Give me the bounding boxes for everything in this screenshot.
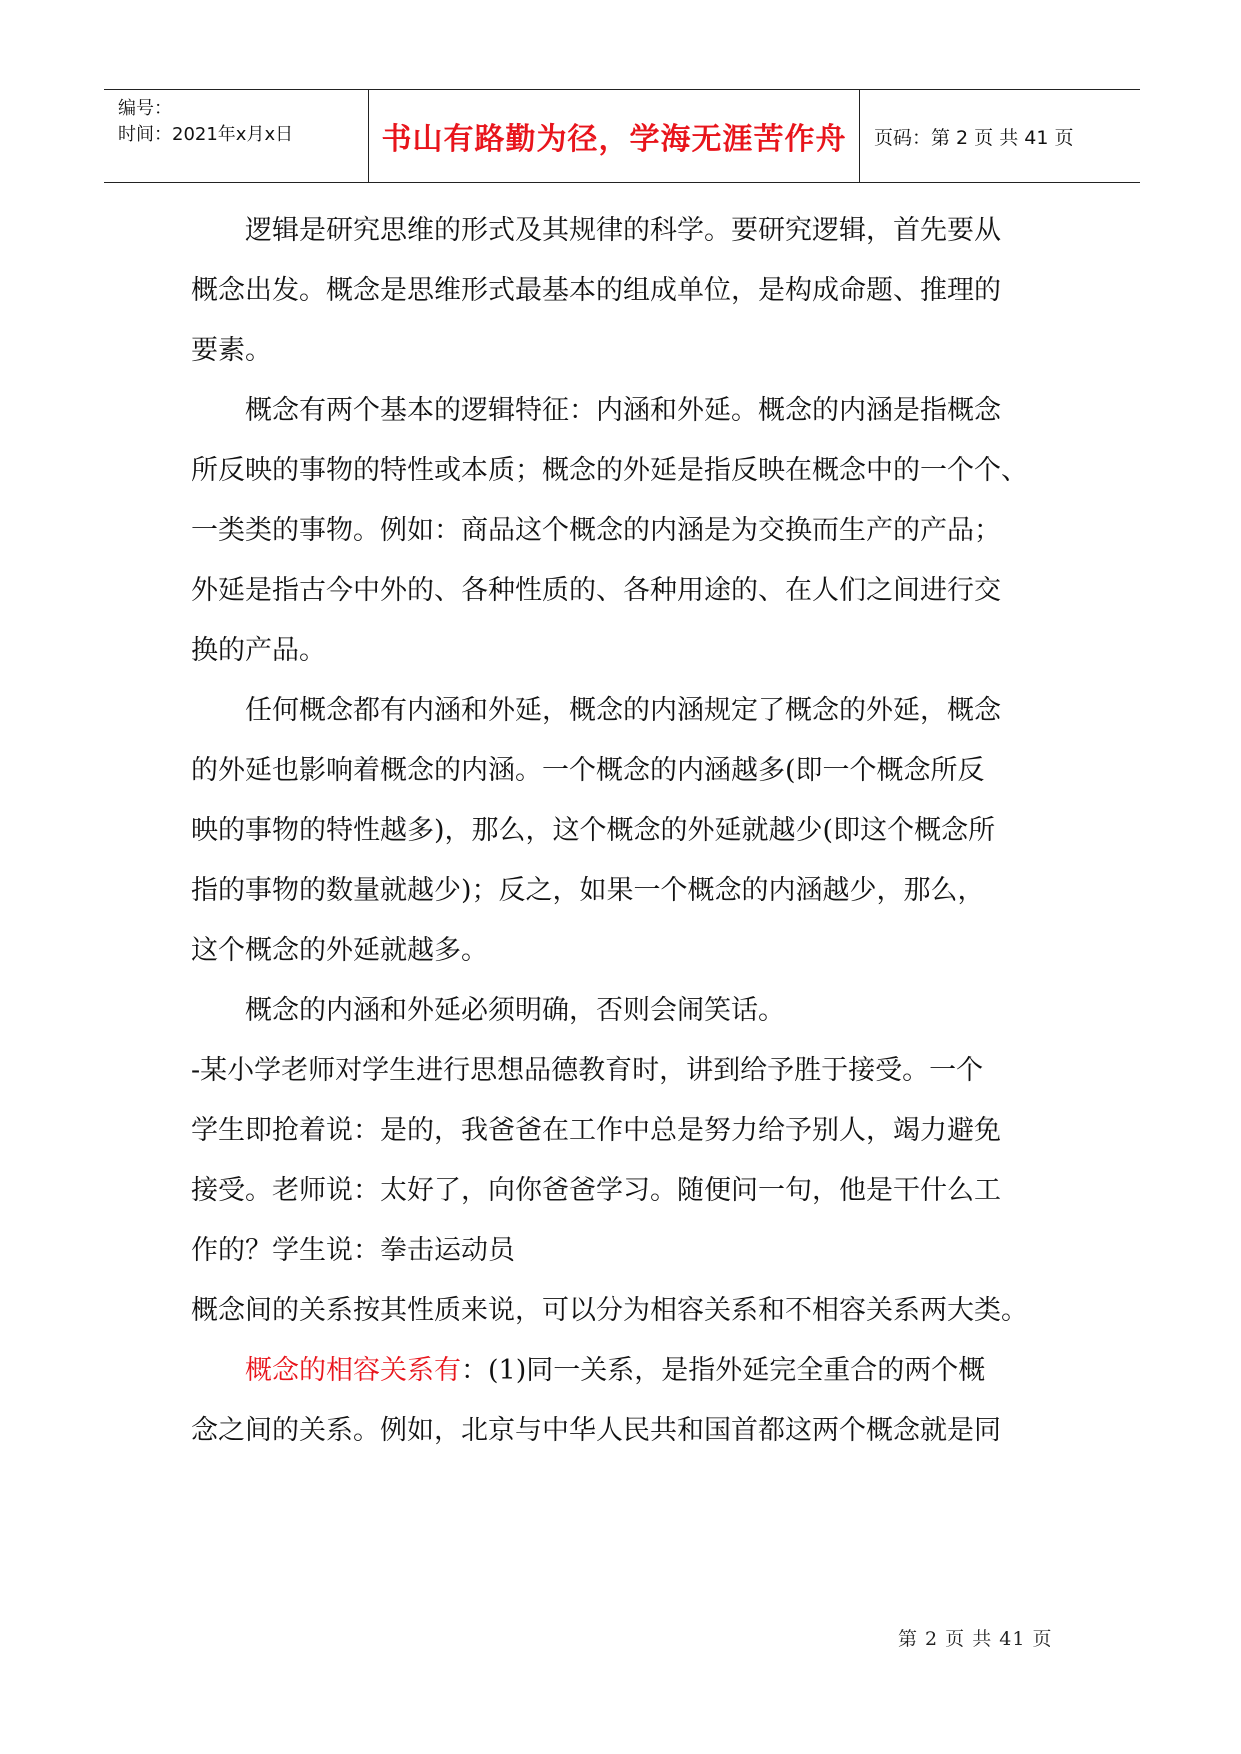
text-line: 所反映的事物的特性或本质；概念的外延是指反映在概念中的一个个、: [191, 455, 1028, 486]
text-line: 要素。: [191, 335, 272, 366]
text-line-highlighted: [245, 1354, 985, 1388]
text-line: 的外延也影响着概念的内涵。一个概念的内涵越多(即一个概念所反: [191, 755, 985, 786]
text-line: 概念间的关系按其性质来说，可以分为相容关系和不相容关系两大类。: [191, 1295, 1028, 1326]
text-line: 任何概念都有内涵和外延，概念的内涵规定了概念的外延，概念: [245, 695, 1001, 726]
text-line: 指的事物的数量就越少)；反之，如果一个概念的内涵越少，那么，: [191, 875, 985, 906]
text-span: ：(1)同一关系，是指外延完全重合的两个概: [461, 1355, 986, 1386]
page-header: [104, 89, 1140, 183]
header-meta: [104, 90, 368, 182]
text-line: 映的事物的特性越多)，那么，这个概念的外延就越少(即这个概念所: [191, 815, 996, 846]
time-label: 时间：2021年x月x日: [118, 124, 294, 145]
text-line: 作的？学生说：拳击运动员: [191, 1235, 515, 1266]
text-line: 念之间的关系。例如，北京与中华人民共和国首都这两个概念就是同: [191, 1415, 1001, 1446]
highlight-text: 概念的相容关系有: [245, 1355, 461, 1386]
text-line: 一类类的事物。例如：商品这个概念的内涵是为交换而生产的产品；: [191, 515, 1001, 546]
number-label: 编号：: [118, 98, 172, 119]
text-line: 换的产品。: [191, 635, 326, 666]
text-line: 逻辑是研究思维的形式及其规律的科学。要研究逻辑，首先要从: [245, 215, 1001, 246]
text-line: 概念的内涵和外延必须明确，否则会闹笑话。: [245, 995, 785, 1026]
header-page-label: 页码：第 2 页 共 41 页: [874, 126, 1074, 149]
text-line: 外延是指古今中外的、各种性质的、各种用途的、在人们之间进行交: [191, 575, 1001, 606]
header-motto: 书山有路勤为径，学海无涯苦作舟: [368, 90, 860, 182]
page-footer: 第 2 页 共 41 页: [898, 1628, 1053, 1650]
text-line: 概念有两个基本的逻辑特征：内涵和外延。概念的内涵是指概念: [245, 395, 1001, 426]
text-line: 概念出发。概念是思维形式最基本的组成单位，是构成命题、推理的: [191, 275, 1001, 306]
text-line: 接受。老师说：太好了，向你爸爸学习。随便问一句，他是干什么工: [191, 1175, 1001, 1206]
text-line: 学生即抢着说：是的，我爸爸在工作中总是努力给予别人，竭力避免: [191, 1115, 1001, 1146]
text-line: -某小学老师对学生进行思想品德教育时，讲到给予胜于接受。一个: [191, 1055, 984, 1086]
text-line: 这个概念的外延就越多。: [191, 935, 488, 966]
